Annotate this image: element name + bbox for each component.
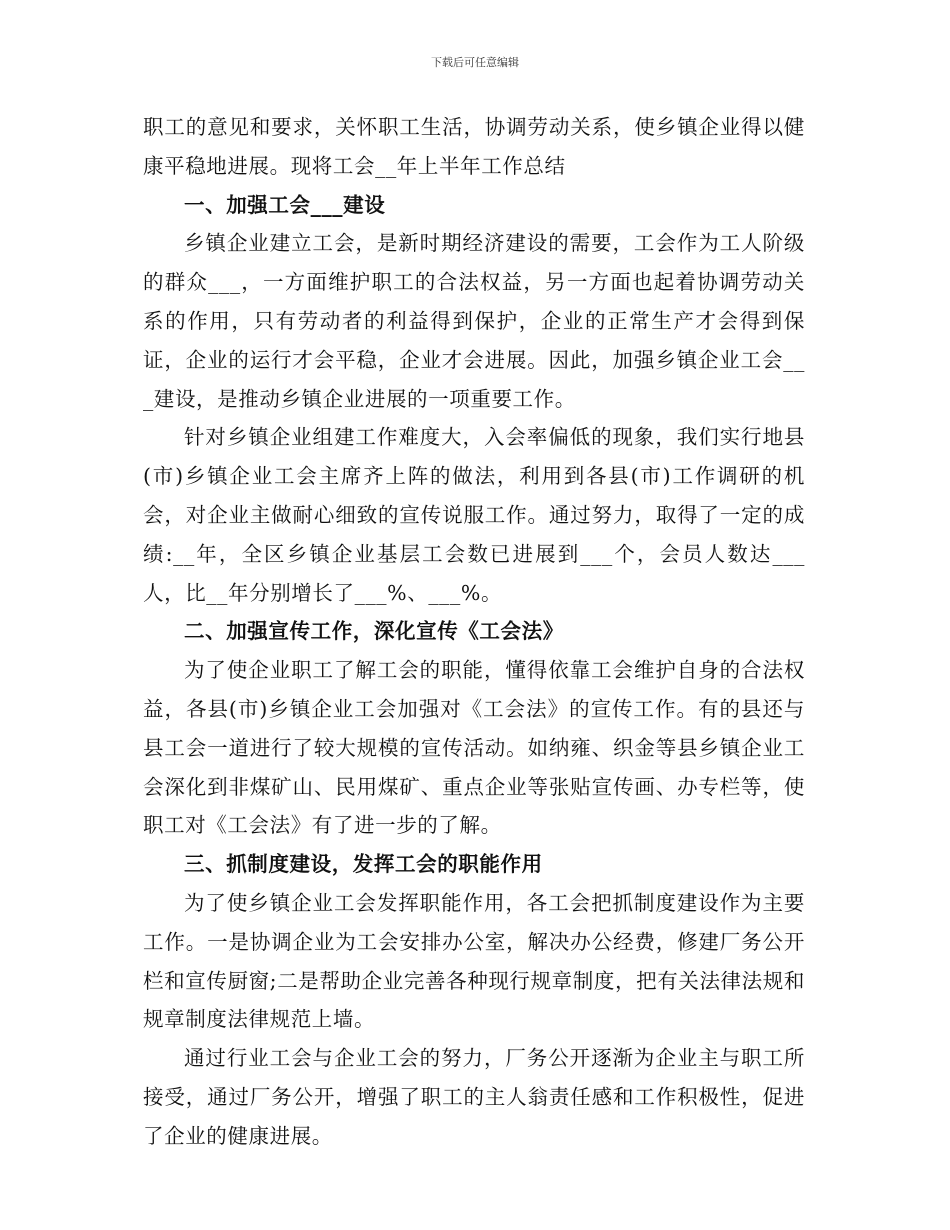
section-2-heading: 二、加强宣传工作，深化宣传《工会法》 [184,619,564,644]
section-1-paragraph-1: 乡镇企业建立工会，是新时期经济建设的需要，工会作为工人阶级的群众___，一方面维护职工的合法权益，另一方面也起着协调劳动关系的作用，只有劳动者的利益得到保护，企业的正常生产才会得到保证，企业的运行才会平稳，企业才会进展。因此，加强乡镇企业工会___建设，是推动乡镇企业进展的一项重要工作。 [143,231,805,411]
header-note: 下载后可任意编辑 [431,56,519,69]
section-1-heading: 一、加强工会___建设 [184,192,386,217]
section-2-paragraph-1: 为了使企业职工了解工会的职能，懂得依靠工会维护自身的合法权益，各县(市)乡镇企业工会加强对《工会法》的宣传工作。有的县还与县工会一道进行了较大规模的宣传活动。如纳雍、织金等县乡镇企业工会深化到非煤矿山、民用煤矿、重点企业等张贴宣传画、办专栏等，使职工对《工会法》有了进一步的了解。 [143,658,805,838]
section-3-paragraph-1: 为了使乡镇企业工会发挥职能作用，各工会把抓制度建设作为主要工作。一是协调企业为工会安排办公室，解决办公经费，修建厂务公开栏和宣传厨窗;二是帮助企业完善各种现行规章制度，把有关法律法规和规章制度法律规范上墙。 [143,890,805,1032]
document-body [143,108,805,1156]
section-3-heading: 三、抓制度建设，发挥工会的职能作用 [184,852,543,877]
intro-paragraph: 职工的意见和要求，关怀职工生活，协调劳动关系，使乡镇企业得以健康平稳地进展。现将工会__年上半年工作总结 [143,115,805,178]
section-1-paragraph-2: 针对乡镇企业组建工作难度大，入会率偏低的现象，我们实行地县(市)乡镇企业工会主席齐上阵的做法，利用到各县(市)工作调研的机会，对企业主做耐心细致的宣传说服工作。通过努力，取得了一定的成绩:__年，全区乡镇企业基层工会数已进展到___个，会员人数达___人，比__年分别增长了___%、___%。 [143,425,805,605]
section-3-paragraph-2: 通过行业工会与企业工会的努力，厂务公开逐渐为企业主与职工所接受，通过厂务公开，增强了职工的主人翁责任感和工作积极性，促进了企业的健康进展。 [143,1046,805,1148]
